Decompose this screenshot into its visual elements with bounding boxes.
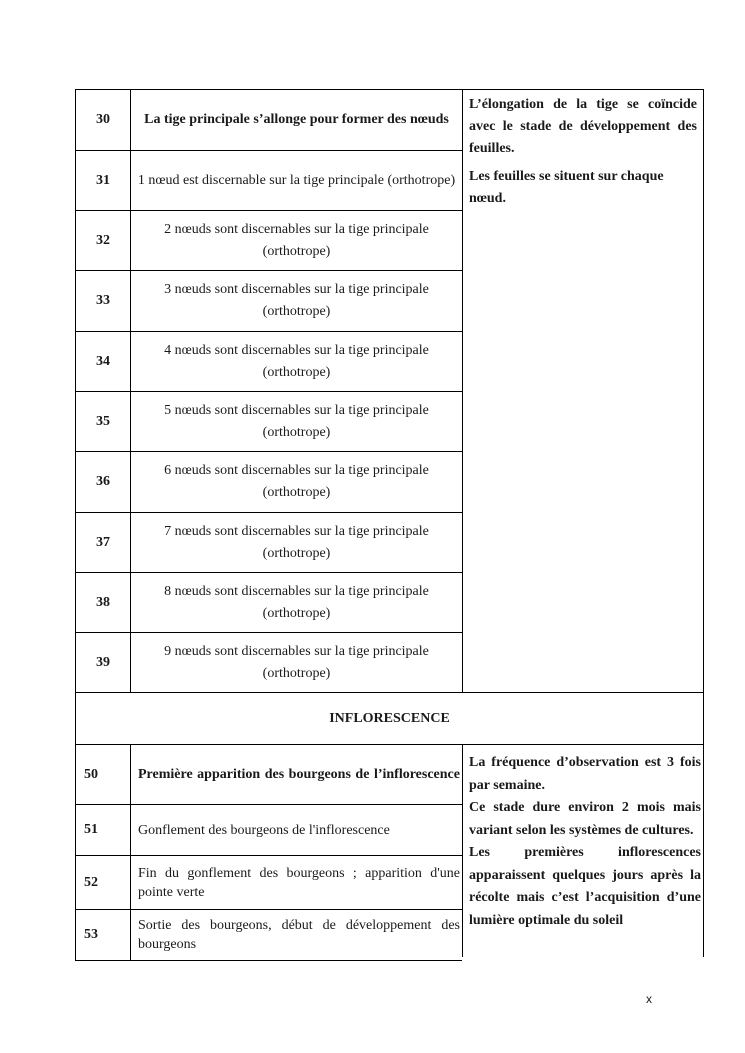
page-bottom-mask	[462, 957, 707, 997]
stage-description: 2 nœuds sont discernables sur la tige principale (orthotrope)	[131, 211, 463, 271]
stage-number: 50	[76, 745, 131, 805]
table-row	[76, 745, 704, 805]
stage-description: 1 nœud est discernable sur la tige principale (orthotrope)	[131, 151, 463, 211]
section-row	[76, 693, 704, 745]
stage-description: 6 nœuds sont discernables sur la tige principale (orthotrope)	[131, 452, 463, 513]
stage-description: 9 nœuds sont discernables sur la tige principale (orthotrope)	[131, 633, 463, 693]
stage-number: 30	[76, 90, 131, 151]
inflo-note-frequency: La fréquence d’observation est 3 fois par semaine.	[469, 755, 701, 793]
stage-number: 37	[76, 513, 131, 573]
inflo-note-duration: Ce stade dure environ 2 mois mais variant selon les systèmes de cultures.	[469, 800, 701, 838]
stage-number: 38	[76, 573, 131, 633]
stage-number: 52	[76, 856, 131, 910]
stage-description: La tige principale s’allonge pour former des nœuds	[131, 90, 463, 151]
stage-number: 32	[76, 211, 131, 271]
page-marker: x	[646, 992, 652, 1006]
stage-number: 36	[76, 452, 131, 513]
stage-description: Sortie des bourgeons, début de développement des bourgeons	[131, 910, 463, 961]
table-row	[76, 90, 704, 151]
stage-number: 53	[76, 910, 131, 961]
stage-description: 7 nœuds sont discernables sur la tige principale (orthotrope)	[131, 513, 463, 573]
stage-description: Gonflement des bourgeons de l'inflorescence	[131, 805, 463, 856]
stage-number: 39	[76, 633, 131, 693]
stage-number: 34	[76, 332, 131, 392]
stage-number: 33	[76, 271, 131, 332]
inflo-note-first: Les premières inflorescences apparaissent quelques jours après la récolte mais c’est l’acquisition d’une lumière optimale du soleil	[469, 845, 701, 928]
stage-description: Fin du gonflement des bourgeons ; apparition d'une pointe verte	[131, 856, 463, 910]
stage-description: 8 nœuds sont discernables sur la tige principale (orthotrope)	[131, 573, 463, 633]
stem-note-leaves: Les feuilles se situent sur chaque nœud.	[469, 169, 664, 206]
stage-description: 4 nœuds sont discernables sur la tige principale (orthotrope)	[131, 332, 463, 392]
stage-description: Première apparition des bourgeons de l’inflorescence	[131, 745, 463, 805]
stem-note-elongation: L’élongation de la tige se coïncide avec le stade de développement des feuilles.	[469, 97, 697, 156]
stage-description: 3 nœuds sont discernables sur la tige principale (orthotrope)	[131, 271, 463, 332]
inflorescence-notes-cell	[463, 745, 704, 961]
section-title: INFLORESCENCE	[76, 693, 704, 745]
stem-notes-cell	[463, 90, 704, 693]
phenology-table	[75, 89, 704, 961]
stage-number: 35	[76, 392, 131, 452]
stage-description: 5 nœuds sont discernables sur la tige principale (orthotrope)	[131, 392, 463, 452]
stage-number: 31	[76, 151, 131, 211]
stage-number: 51	[76, 805, 131, 856]
